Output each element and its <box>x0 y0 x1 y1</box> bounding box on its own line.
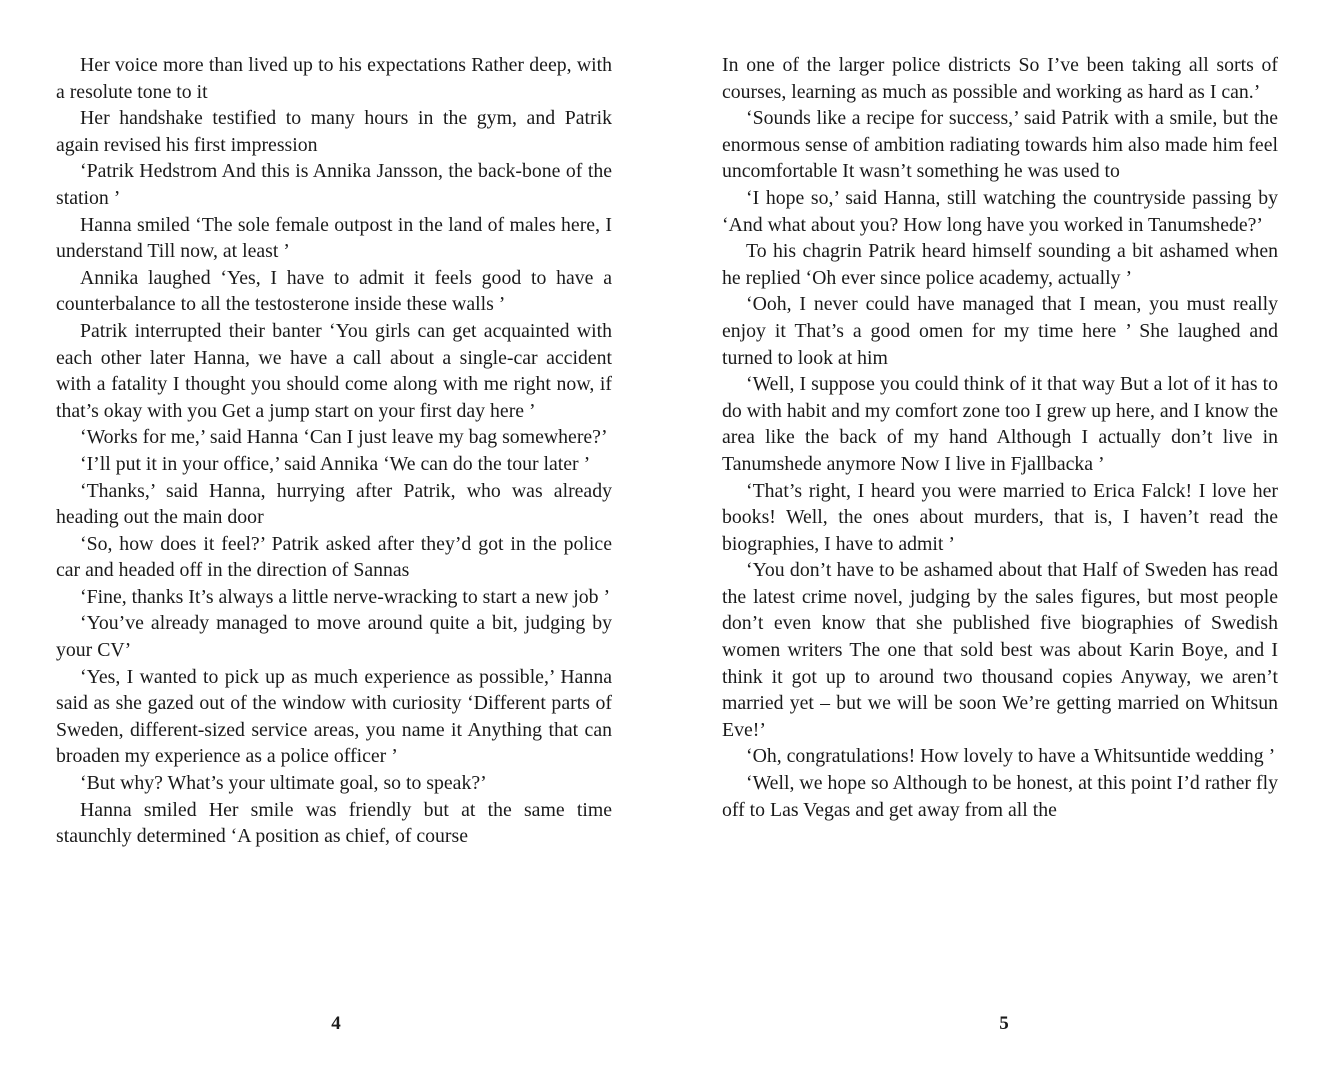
right-page <box>722 52 1278 823</box>
paragraph: Patrik interrupted their banter ‘You girls can get acquainted with each other later Hanna, we have a call about a single-car accident with a fatality I thought you should come along with me right now, if that’s okay with you Get a jump start on your first day here ’ <box>56 319 612 422</box>
page-number-right: 5 <box>999 1013 1009 1034</box>
paragraph: ‘That’s right, I heard you were married to Erica Falck! I love her books! Well, the ones about murders, that is, I haven’t read the biographies, I have to admit ’ <box>722 479 1278 555</box>
paragraph: ‘Patrik Hedstrom And this is Annika Jansson, the back-bone of the station ’ <box>56 160 612 209</box>
paragraph: Her handshake testified to many hours in the gym, and Patrik again revised his first impression <box>56 107 612 156</box>
paragraph: ‘You don’t have to be ashamed about that Half of Sweden has read the latest crime novel, judging by the sales figures, but most people don’t even know that she published five biographies of Swedish women writers The one that sold best was about Karin Boye, and I think it got up to around two thousand copies Anyway, we aren’t married yet – but we will be soon We’re getting married on Whitsun Eve!’ <box>722 559 1278 741</box>
paragraph: Annika laughed ‘Yes, I have to admit it feels good to have a counterbalance to all the testosterone inside these walls ’ <box>56 266 612 316</box>
paragraph: ‘But why? What’s your ultimate goal, so to speak?’ <box>80 772 487 795</box>
paragraph: ‘Works for me,’ said Hanna ‘Can I just leave my bag somewhere?’ <box>80 426 608 449</box>
paragraph: ‘Thanks,’ said Hanna, hurrying after Patrik, who was already heading out the main door <box>56 479 612 529</box>
paragraph: Hanna smiled ‘The sole female outpost in the land of males here, I understand Till now, at least ’ <box>56 213 612 263</box>
paragraph: Her voice more than lived up to his expectations Rather deep, with a resolute tone to it <box>56 54 612 103</box>
paragraph: ‘Ooh, I never could have managed that I mean, you must really enjoy it That’s a good omen for my time here ’ She laughed and turned to look at him <box>722 293 1278 369</box>
page-number-left: 4 <box>331 1013 341 1034</box>
paragraph: ‘Yes, I wanted to pick up as much experience as possible,’ Hanna said as she gazed out of the window with curiosity ‘Different parts of Sweden, different-sized service areas, you name it Anything that can broaden my experience as a police officer ’ <box>56 665 612 768</box>
paragraph: ‘You’ve already managed to move around quite a bit, judging by your CV’ <box>56 612 612 662</box>
paragraph: ‘Fine, thanks It’s always a little nerve-wracking to start a new job ’ <box>80 585 611 608</box>
paragraph: To his chagrin Patrik heard himself sounding a bit ashamed when he replied ‘Oh ever since police academy, actually ’ <box>722 240 1278 289</box>
right-page-text <box>722 52 1278 823</box>
paragraph: In one of the larger police districts So I’ve been taking all sorts of courses, learning as much as possible and working as hard as I can.’ <box>722 54 1278 103</box>
paragraph: ‘Well, we hope so Although to be honest, at this point I’d rather fly off to Las Vegas and get away from all the <box>722 772 1278 821</box>
paragraph: ‘I hope so,’ said Hanna, still watching the countryside passing by ‘And what about you? How long have you worked in Tanumshede?’ <box>722 186 1278 236</box>
paragraph: ‘Oh, congratulations! How lovely to have a Whitsuntide wedding ’ <box>746 745 1276 768</box>
paragraph: ‘Well, I suppose you could think of it that way But a lot of it has to do with habit and my comfort zone too I grew up here, and I know the area like the back of my hand Although I actually don’t live in Tanumshede anymore Now I live in Fjallbacka ’ <box>722 373 1278 475</box>
paragraph: ‘Sounds like a recipe for success,’ said Patrik with a smile, but the enormous sense of ambition radiating towards him also made him feel uncomfortable It wasn’t something he was used to <box>722 107 1278 183</box>
left-page-text <box>56 52 612 850</box>
left-page <box>56 52 612 850</box>
paragraph: Hanna smiled Her smile was friendly but at the same time staunchly determined ‘A position as chief, of course <box>56 798 612 848</box>
paragraph: ‘I’ll put it in your office,’ said Annika ‘We can do the tour later ’ <box>80 452 591 475</box>
paragraph: ‘So, how does it feel?’ Patrik asked after they’d got in the police car and headed off in the direction of Sannas <box>56 532 612 582</box>
